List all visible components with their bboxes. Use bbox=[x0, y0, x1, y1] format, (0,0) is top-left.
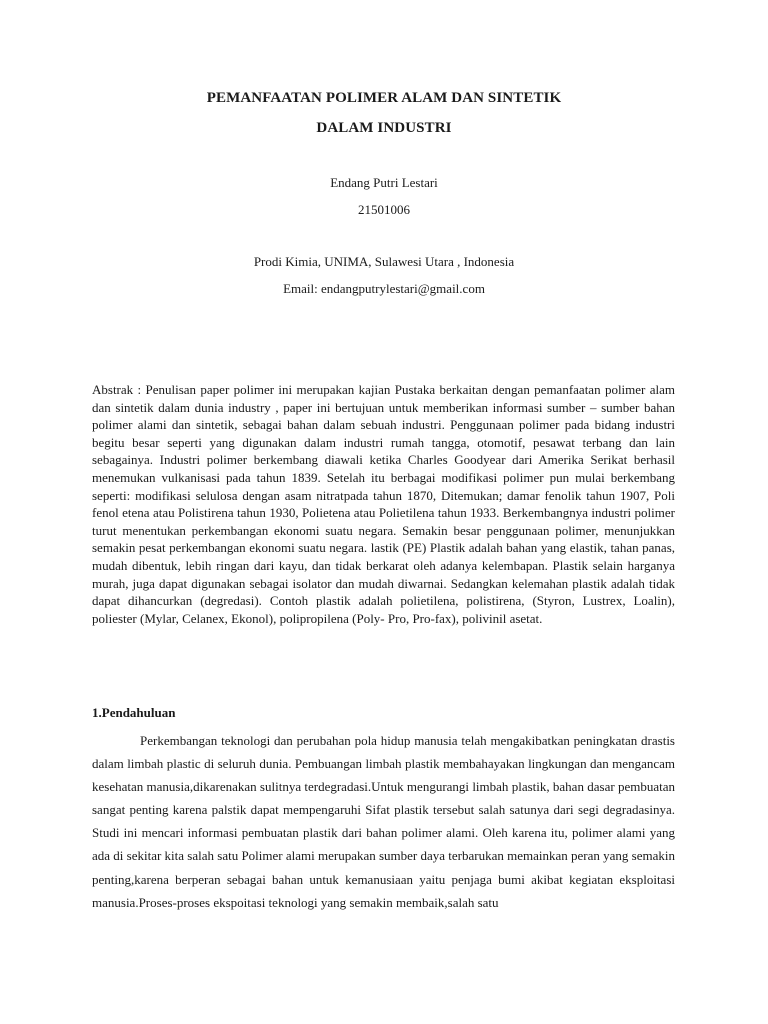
author-email: Email: endangputrylestari@gmail.com bbox=[283, 281, 485, 296]
introduction-paragraph: Perkembangan teknologi dan perubahan pola hidup manusia telah mengakibatkan peningkatan drastis dalam limbah plastic di seluruh dunia. Pembuangan limbah plastik membahayakan lingkungan dan mengancam kesehatan manusia,dikarenakan sulitnya terdegradasi.Untuk mengurangi limbah plastik, bahan dasar pembuatan sangat penting karena palstik dapat mempengaruhi Sifat plastik tersebut salah satunya dari segi degradasinya. Studi ini mencari informasi pembuatan plastik dari bahan polimer alami. Oleh karena itu, polimer alami yang ada di sekitar kita salah satu Polimer alami merupakan sumber daya terbarukan memainkan peran yang semakin penting,karena berperan sebagai bahan untuk kemanusiaan yaitu penjaga bumi akibat kegiatan eksploitasi manusia.Proses-proses ekspoitasi teknologi yang semakin membaik,salah satu bbox=[92, 733, 675, 910]
affiliation: Prodi Kimia, UNIMA, Sulawesi Utara , Indonesia bbox=[253, 254, 515, 269]
student-id: 21501006 bbox=[358, 202, 410, 217]
section-heading-introduction: 1.Pendahuluan bbox=[92, 705, 176, 720]
author-name: Endang Putri Lestari bbox=[330, 175, 438, 190]
paper-title-line-1: PEMANFAATAN POLIMER ALAM DAN SINTETIK bbox=[206, 90, 562, 106]
paper-title-line-2: DALAM INDUSTRI bbox=[316, 120, 452, 136]
abstract-paragraph: Abstrak : Penulisan paper polimer ini merupakan kajian Pustaka berkaitan dengan pemanfaatan polimer alam dan sintetik dalam dunia industry , paper ini bertujuan untuk memberikan informasi sumber – sumber bahan polimer alami dan sintetik, sebagai bahan dalam sebuah industri. Penggunaan polimer pada bidang industri begitu besar seperti yang digunakan dalam industri rumah tangga, otomotif, pesawat terbang dan lain sebagainya. Industri polimer berkembang diawali ketika Charles Goodyear dari Amerika Serikat berhasil menemukan vulkanisasi pada tahun 1839. Setelah itu berbagai modifikasi polimer pun mulai berkembang seperti: modifikasi selulosa dengan asam nitratpada tahun 1870, Ditemukan; damar fenolik tahun 1907, Poli fenol etena atau Polistirena tahun 1930, Polietena atau Polietilena tahun 1933. Berkembangnya industri polimer turut menentukan perkembangan ekonomi suatu negara. Semakin besar penggunaan polimer, menunjukkan semakin pesat perkembangan ekonomi suatu negara. lastik (PE) Plastik adalah bahan yang elastik, tahan panas, mudah dibentuk, lebih ringan dari kayu, dan tidak berkarat oleh adanya kelembapan. Plastik selain harganya murah, juga dapat digunakan sebagai isolator dan mudah diwarnai. Sedangkan kelemahan plastik adalah tidak dapat dihancurkan (degredasi). Contoh plastik adalah polietilena, polistirena, (Styron, Lustrex, Loalin), poliester (Mylar, Celanex, Ekonol), polipropilena (Poly- Pro, Pro-fax), polivinil asetat. bbox=[92, 382, 675, 626]
